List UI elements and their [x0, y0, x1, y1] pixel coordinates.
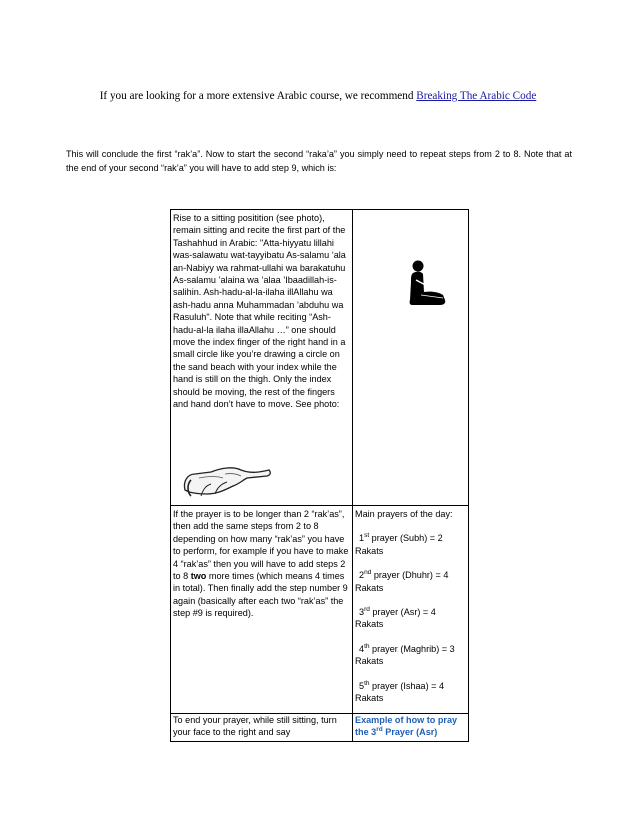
prayer-item-ishaa: 5th prayer (Ishaa) = 4 Rakats — [355, 679, 445, 704]
end-prayer-text: To end your prayer, while still sitting, turn your face to the right and say — [173, 715, 337, 738]
prayer-item-dhuhr: 2nd prayer (Dhuhr) = 4 Rakats — [355, 569, 449, 593]
index-finger-hand-image — [181, 460, 273, 500]
longer-prayer-cell — [171, 506, 353, 714]
longer-prayer-text: If the prayer is to be longer than 2 “rak’as”, then add the same steps from 2 to 8 depending on how many “rak’as” you have to perform, for example if you have to make 4 “rak’as” then you will have to add steps 2 to 8 two more times (which means 4 times in total). Then finally add the step number 9 again (basically after each two “rak’as” the step #9 is required). — [173, 509, 349, 619]
sitting-position-image — [407, 260, 447, 306]
prayer-steps-table — [170, 209, 469, 742]
asr-example-heading: Example of how to pray the 3rd Prayer (Asr) — [355, 715, 458, 738]
step-9-row — [171, 210, 469, 506]
intro-text: If you are looking for a more extensive Arabic course, we recommend — [99, 90, 417, 102]
example-heading-cell — [353, 714, 469, 742]
intro-paragraph — [78, 88, 558, 104]
main-prayers-title: Main prayers of the day: — [355, 509, 453, 519]
breaking-the-arabic-code-link[interactable]: Breaking The Arabic Code — [416, 90, 537, 102]
longer-prayer-row — [171, 506, 469, 714]
sitting-photo-cell — [353, 210, 469, 506]
prayer-item-maghrib: 4th prayer (Maghrib) = 3 Rakats — [355, 642, 455, 667]
two-emphasis: two — [190, 571, 207, 582]
step-9-text-cell — [171, 210, 353, 506]
conclusion-paragraph: This will conclude the first “rak’a”. Now to start the second “raka’a” you simply need to repeat steps from 2 to 8. Note that at the end of your second “rak’a” you will have to add step 9, which is: — [66, 149, 572, 173]
end-prayer-row — [171, 714, 469, 742]
tashahhud-instruction: Rise to a sitting positition (see photo), remain sitting and recite the first part of the Tashahhud in Arabic: "Atta-hiyyatu lillahi was-salawatu wat-tayyibatu As-salamu ‘ala an-Nabiyy wa rahmat-ullahi wa barakatuhu As-salamu ’alaina wa ’alaa ’Ibaadillah-is-salihin. Ash-hadu-al-la-ilaha illAllahu wa ash-hadu anna Muhammadan ’abduhu wa Rasuluh". Note that while reciting “Ash-hadu-al-la ilaha illaAllahu …” one should move the index finger of the right hand in a small circle like you’re drawing a circle on the sand beach with your index while the hand is still on the thigh. Only the index should be moving, the rest of the fingers and hand don’t have to move. See photo: — [173, 213, 346, 410]
main-prayers-cell — [353, 506, 469, 714]
end-prayer-cell — [171, 714, 353, 742]
prayer-item-subh: 1st prayer (Subh) = 2 Rakats — [355, 532, 443, 556]
prayer-item-asr: 3rd prayer (Asr) = 4 Rakats — [355, 606, 436, 630]
